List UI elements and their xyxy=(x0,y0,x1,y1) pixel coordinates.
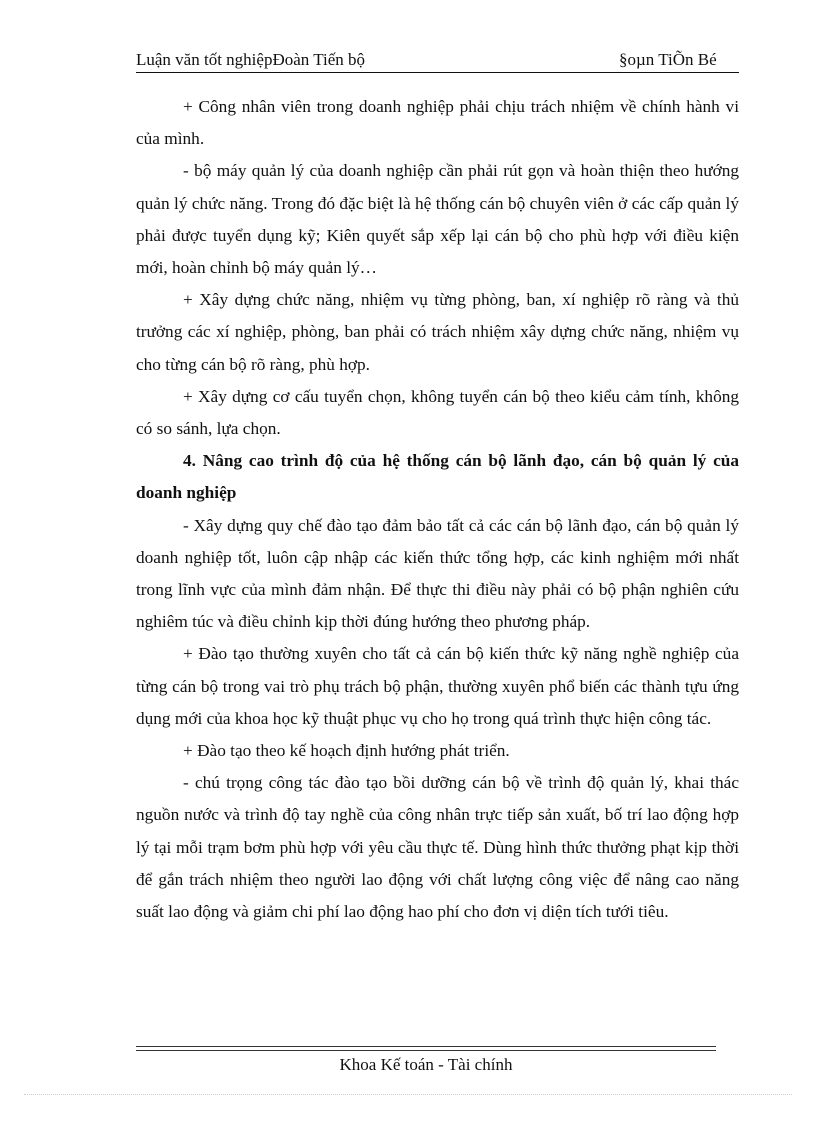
section-heading: 4. Nâng cao trình độ của hệ thống cán bộ lãnh đạo, cán bộ quản lý của doanh nghiệp xyxy=(136,451,739,503)
page-bottom-edge xyxy=(24,1094,792,1095)
page-footer: Khoa Kế toán - Tài chính xyxy=(339,1055,513,1074)
paragraph-training-regulation: - Xây dựng quy chế đào tạo đảm bảo tất cả các cán bộ lãnh đạo, cán bộ quản lý doanh nghiệp tốt, luôn cập nhập các kiến thức tổng hợp, các kinh nghiệm mới nhất trong lĩnh vực của mình đảm nhận. Để thực thi điều này phải có bộ phận nghiên cứu nghiêm túc và điều chỉnh kịp thời đúng hướng theo phương pháp. xyxy=(136,515,739,632)
paragraph-planned-training: + Đào tạo theo kế hoạch định hướng phát triển. xyxy=(183,741,510,761)
body-text xyxy=(136,91,739,928)
paragraph-staff-responsibility: + Công nhân viên trong doanh nghiệp phải chịu trách nhiệm về chính hành vi của mình. xyxy=(136,97,739,149)
header-thesis-title: Luận văn tốt nghiệpĐoàn Tiến bộ xyxy=(136,50,366,69)
paragraph-regular-training: + Đào tạo thường xuyên cho tất cả cán bộ kiến thức kỹ năng nghề nghiệp của từng cán bộ trong vai trò phụ trách bộ phận, thường xuyên phổ biến các thành tựu ứng dụng mới của khoa học kỹ thuật phục vụ cho họ trong quá trình thực hiện công tác. xyxy=(136,644,739,728)
footer-divider xyxy=(136,1046,716,1051)
header-author-name: §oµn TiÕn Bé xyxy=(619,50,717,69)
paragraph-management-apparatus: - bộ máy quản lý của doanh nghiệp cần phải rút gọn và hoàn thiện theo hướng quản lý chức năng. Trong đó đặc biệt là hệ thống cán bộ chuyên viên ở các cấp quản lý phải được tuyển dụng kỹ; Kiên quyết sắp xếp lại cán bộ cho phù hợp với điều kiện mới, hoàn chỉnh bộ máy quản lý… xyxy=(136,161,739,278)
paragraph-focus-training: - chú trọng công tác đào tạo bồi dưỡng cán bộ về trình độ quản lý, khai thác nguồn nước và trình độ tay nghề của công nhân trực tiếp sản xuất, bố trí lao động hợp lý tại mỗi trạm bơm phù hợp với yêu cầu thực tế. Dùng hình thức thưởng phạt kịp thời để gắn trách nhiệm theo người lao động với chất lượng công việc để nâng cao năng suất lao động và giảm chi phí lao động hao phí cho đơn vị diện tích tưới tiêu. xyxy=(136,773,739,922)
paragraph-recruitment-structure: + Xây dựng cơ cấu tuyển chọn, không tuyển cán bộ theo kiểu cảm tính, không có so sánh, lựa chọn. xyxy=(136,386,739,439)
page-header xyxy=(136,50,739,73)
paragraph-department-functions: + Xây dựng chức năng, nhiệm vụ từng phòng, ban, xí nghiệp rõ ràng và thủ trưởng các xí nghiệp, phòng, ban phải có trách nhiệm xây dựng chức năng, nhiệm vụ cho từng cán bộ rõ ràng, phù hợp. xyxy=(136,290,739,374)
